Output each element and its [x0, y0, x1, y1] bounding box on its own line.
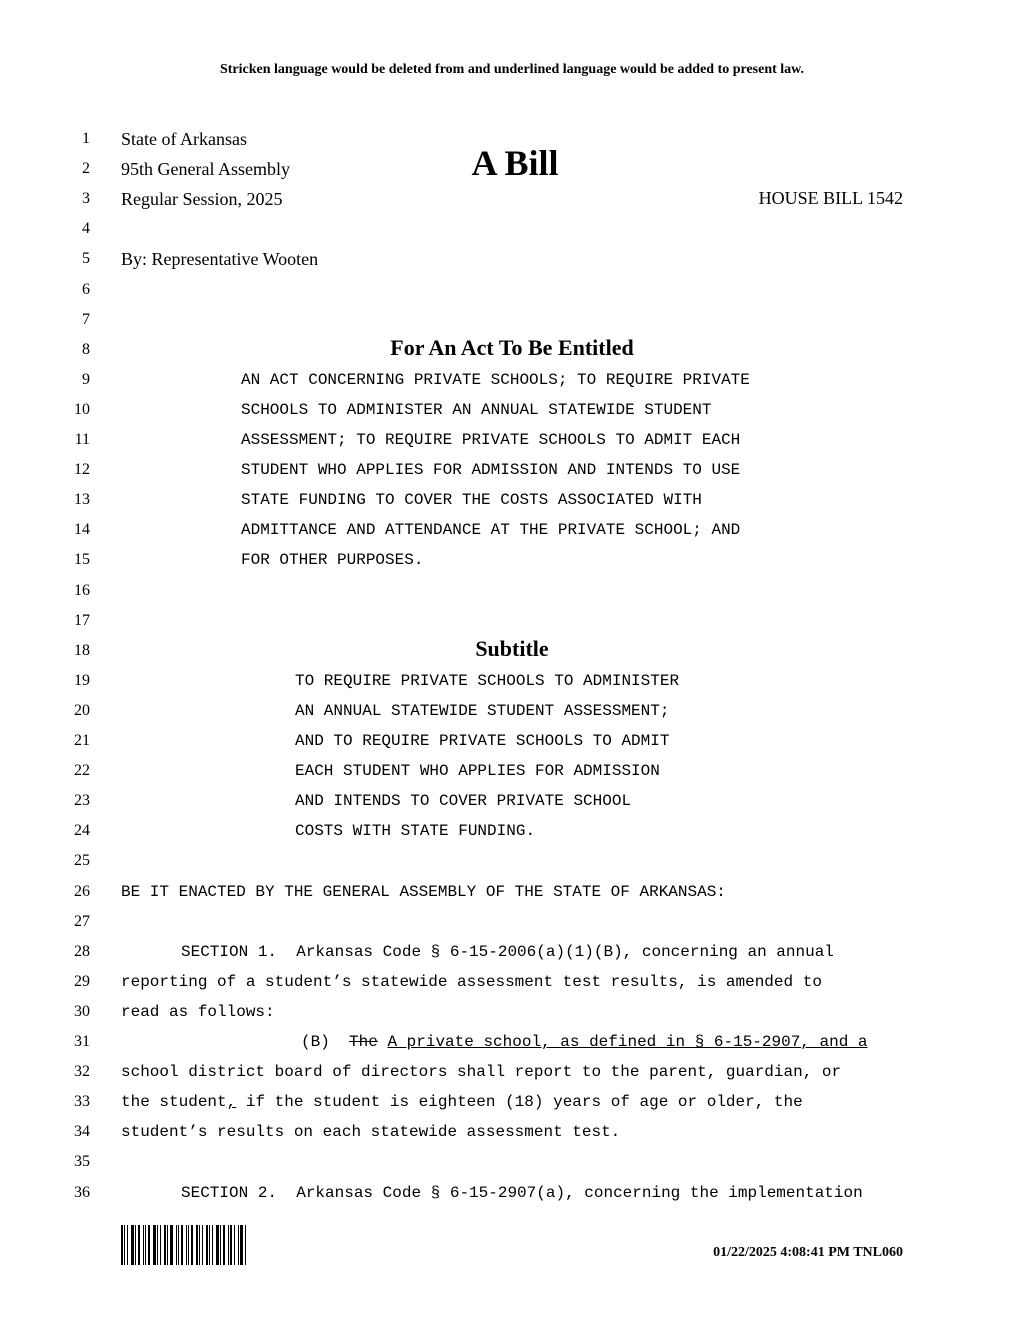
subtitle-line: AND INTENDS TO COVER PRIVATE SCHOOL: [295, 792, 632, 810]
amendment-notice: Stricken language would be deleted from and underlined language would be added to present law.: [219, 62, 805, 77]
bill-number: HOUSE BILL 1542: [758, 188, 903, 208]
barcode-bar: [234, 1225, 235, 1265]
barcode-bar: [199, 1225, 200, 1265]
line-number: 9: [82, 371, 90, 388]
barcode-bar: [223, 1225, 225, 1265]
line-number: 17: [74, 612, 90, 629]
line-number: 27: [74, 913, 90, 930]
state-name: State of Arkansas: [121, 129, 247, 149]
line-number: 36: [74, 1184, 90, 1201]
barcode-bar: [138, 1225, 140, 1265]
barcode-bar: [238, 1225, 239, 1265]
barcode-bar: [143, 1225, 144, 1265]
barcode-bar: [209, 1225, 210, 1265]
section-2-heading: SECTION 2. Arkansas Code § 6-15-2907(a), concerning the implementation: [181, 1184, 863, 1202]
line-number: 22: [74, 762, 90, 779]
line-number: 28: [74, 943, 90, 960]
timestamp: 01/22/2025 4:08:41 PM TNL060: [713, 1245, 903, 1260]
barcode-bar: [176, 1225, 177, 1265]
barcode-bar: [164, 1225, 166, 1265]
act-line: STATE FUNDING TO COVER THE COSTS ASSOCIATED WITH: [241, 491, 702, 509]
subtitle-line: TO REQUIRE PRIVATE SCHOOLS TO ADMINISTER: [295, 672, 680, 690]
barcode-bar: [202, 1225, 203, 1265]
act-line: SCHOOLS TO ADMINISTER AN ANNUAL STATEWIDE STUDENT: [241, 401, 712, 419]
barcode-bar: [228, 1225, 229, 1265]
barcode-bar: [181, 1225, 183, 1265]
barcode-bar: [160, 1225, 161, 1265]
barcode-bar: [212, 1225, 213, 1265]
section-1-text: read as follows:: [121, 1003, 275, 1021]
amended-subsection-b: [301, 1033, 868, 1051]
line-number: 33: [74, 1093, 90, 1110]
barcode: [121, 1225, 249, 1265]
barcode-bar: [220, 1225, 221, 1265]
barcode-bar: [230, 1225, 232, 1265]
line-number: 13: [74, 491, 90, 508]
spacer: [378, 1033, 388, 1051]
barcode-bar: [157, 1225, 158, 1265]
act-line: ASSESSMENT; TO REQUIRE PRIVATE SCHOOLS TO ADMIT EACH: [241, 431, 741, 449]
subtitle-heading: Subtitle: [475, 636, 549, 661]
barcode-bar: [145, 1225, 146, 1265]
line-number: 18: [74, 642, 90, 659]
general-assembly: 95th General Assembly: [121, 159, 290, 179]
line-number: 30: [74, 1003, 90, 1020]
barcode-bar: [178, 1225, 179, 1265]
line-number: 12: [74, 461, 90, 478]
barcode-bar: [135, 1225, 136, 1265]
line-number: 19: [74, 672, 90, 689]
line-number: 3: [82, 190, 90, 207]
line-number: 1: [82, 130, 90, 147]
barcode-bar: [191, 1225, 194, 1265]
line-number: 25: [74, 852, 90, 869]
line-number: 8: [82, 341, 90, 358]
barcode-bar: [245, 1225, 246, 1265]
barcode-bar: [170, 1225, 173, 1265]
barcode-bar: [240, 1225, 243, 1265]
section-1-heading: SECTION 1. Arkansas Code § 6-15-2006(a)(1)(B), concerning an annual: [181, 943, 834, 961]
line-number: 23: [74, 792, 90, 809]
barcode-bar: [131, 1225, 134, 1265]
barcode-bar: [153, 1225, 156, 1265]
line-number: 32: [74, 1063, 90, 1080]
sponsor: By: Representative Wooten: [121, 249, 319, 269]
enacting-clause: BE IT ENACTED BY THE GENERAL ASSEMBLY OF THE STATE OF ARKANSAS:: [121, 883, 726, 901]
act-line: STUDENT WHO APPLIES FOR ADMISSION AND INTENDS TO USE: [241, 461, 741, 479]
line-number: 26: [74, 883, 90, 900]
subtitle-line: AN ANNUAL STATEWIDE STUDENT ASSESSMENT;: [295, 702, 670, 720]
line-number: 34: [74, 1123, 90, 1140]
line-number: 20: [74, 702, 90, 719]
act-line: FOR OTHER PURPOSES.: [241, 551, 424, 569]
bill-title: A Bill: [471, 143, 559, 183]
line-number: 35: [74, 1153, 90, 1170]
barcode-bar: [121, 1225, 123, 1265]
session: Regular Session, 2025: [121, 189, 283, 209]
act-heading: For An Act To Be Entitled: [390, 335, 634, 360]
barcode-bar: [148, 1225, 150, 1265]
barcode-bar: [124, 1225, 125, 1265]
line-number: 4: [82, 220, 90, 237]
subsection-label: (B): [301, 1033, 350, 1051]
text-segment: the student: [121, 1093, 227, 1111]
section-1-text: [121, 1093, 803, 1111]
line-number: 16: [74, 582, 90, 599]
line-number: 29: [74, 973, 90, 990]
barcode-bar: [206, 1225, 208, 1265]
line-number: 7: [82, 311, 90, 328]
section-1-text: school district board of directors shall report to the parent, guardian, or: [121, 1063, 842, 1081]
barcode-bar: [186, 1225, 187, 1265]
act-line: ADMITTANCE AND ATTENDANCE AT THE PRIVATE SCHOOL; AND: [241, 521, 741, 539]
subtitle-line: EACH STUDENT WHO APPLIES FOR ADMISSION: [295, 762, 660, 780]
act-line: AN ACT CONCERNING PRIVATE SCHOOLS; TO REQUIRE PRIVATE: [241, 371, 750, 389]
barcode-bar: [196, 1225, 198, 1265]
line-number: 2: [82, 160, 90, 177]
line-number: 24: [74, 822, 90, 839]
added-text: A private school, as defined in § 6-15-2907, and a: [387, 1033, 868, 1051]
barcode-bar: [188, 1225, 189, 1265]
line-number: 15: [74, 551, 90, 568]
line-number: 21: [74, 732, 90, 749]
line-number: 6: [82, 281, 90, 298]
stricken-text: The: [349, 1033, 378, 1051]
added-text: ,: [226, 1093, 237, 1111]
barcode-bar: [167, 1225, 168, 1265]
line-number: 14: [74, 521, 90, 538]
line-number: 11: [74, 431, 90, 448]
section-1-text: student’s results on each statewide assessment test.: [121, 1123, 621, 1141]
text-segment: if the student is eighteen (18) years of age or older, the: [236, 1093, 803, 1111]
barcode-bar: [216, 1225, 219, 1265]
subtitle-line: COSTS WITH STATE FUNDING.: [295, 822, 536, 840]
line-number: 31: [74, 1033, 90, 1050]
section-1-text: reporting of a student’s statewide assessment test results, is amended to: [121, 973, 822, 991]
line-number: 5: [82, 250, 90, 267]
line-number: 10: [74, 401, 90, 418]
barcode-bar: [127, 1225, 128, 1265]
subtitle-line: AND TO REQUIRE PRIVATE SCHOOLS TO ADMIT: [295, 732, 670, 750]
